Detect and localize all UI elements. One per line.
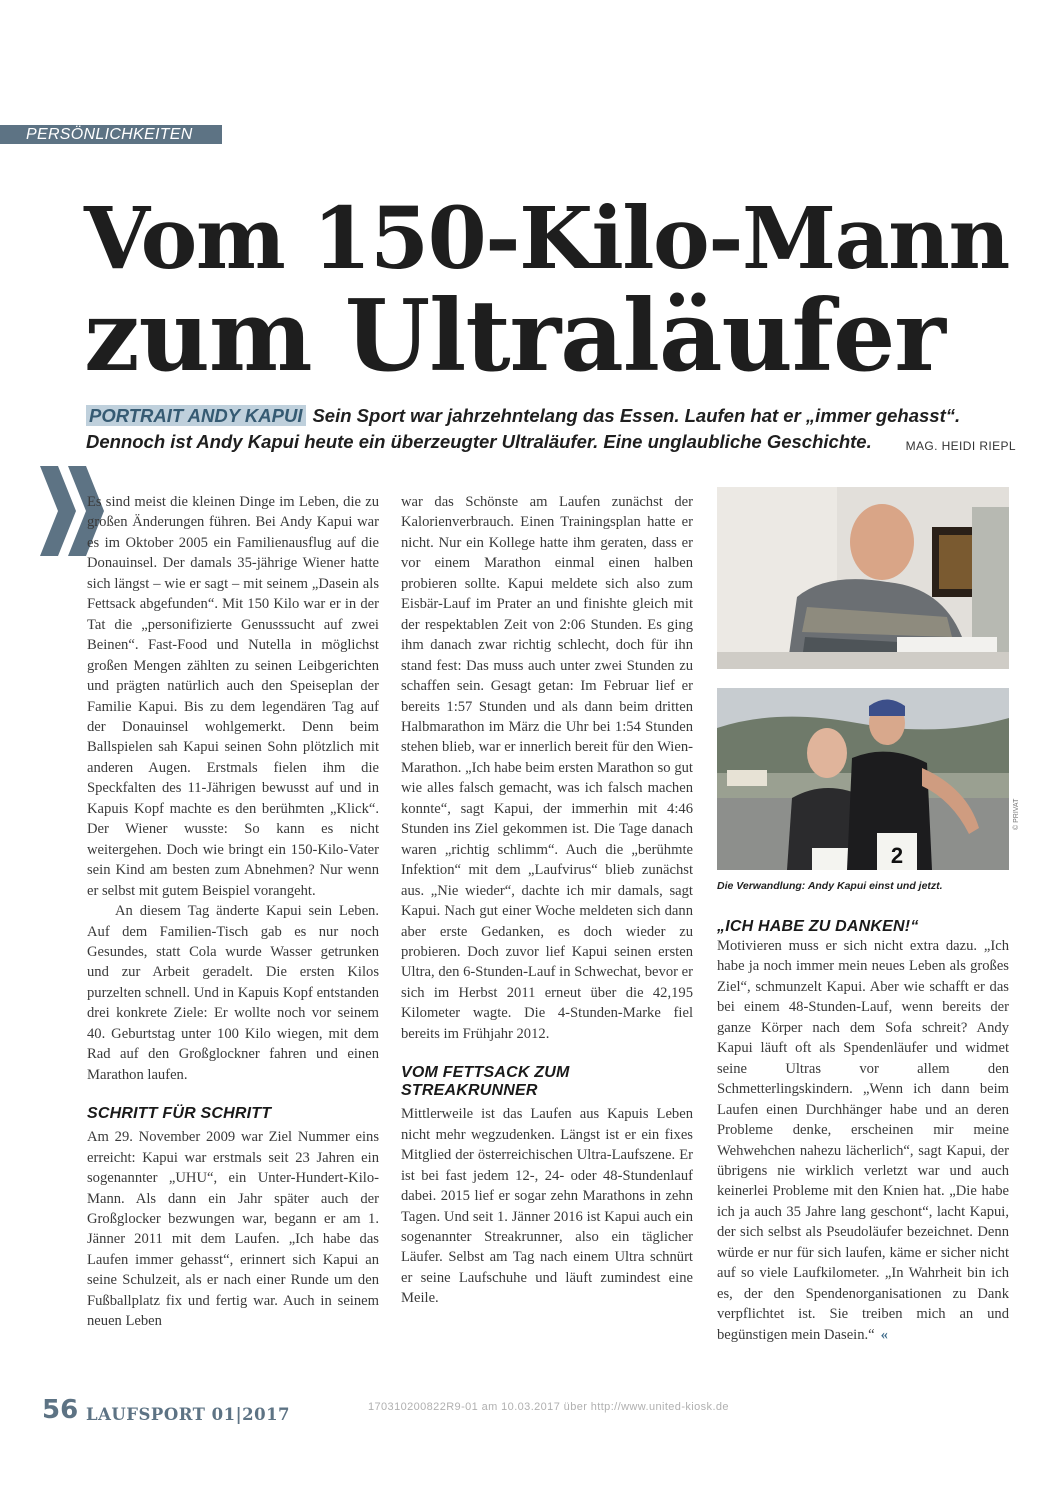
section-tag: PERSÖNLICHKEITEN — [0, 125, 222, 144]
author-byline: MAG. HEIDI RIEPL — [905, 439, 1016, 453]
page-number: 56 — [42, 1395, 79, 1425]
portrait-tag: PORTRAIT ANDY KAPUI — [86, 405, 306, 426]
headline-line-1: Vom 150-Kilo-Mann — [84, 189, 1009, 289]
column-2 — [401, 492, 693, 1309]
magazine-issue: LAUFSPORT 01|2017 — [86, 1405, 291, 1424]
lead-paragraph — [86, 403, 1016, 459]
photo-credit: © PRIVAT — [1013, 798, 1020, 830]
paragraph: An diesem Tag änderte Kapui sein Leben. Auf dem Familien-Tisch gab es nur noch Gesundes, statt Cola wurde Wasser getrunken und zur Arbeit geradelt. Die ersten Kilos purzelten schnell. Und in Kapuis Kopf entstanden drei konkrete Ziele: Er wollte noch vor seinem 40. Geburtstag unter 100 Kilo wiegen, mit dem Rad auf den Großglockner fahren und einen Marathon laufen. — [87, 903, 379, 1083]
paragraph: Mittlerweile ist das Laufen aus Kapuis Leben nicht mehr wegzudenken. Längst ist er ein fixes Mitglied der österreichischen Ultra-Laufszene. Er ist bei fast jedem 12-, 24- oder 48-Stundenlauf dabei. 2015 lief er sogar zehn Marathons in zehn Tagen. Und seit 1. Jänner 2016 ist Kapui auch ein sogenannter Streakrunner, also ein täglicher Läufer. Selbst am Tag nach einem Ultra schnürt er seine Laufschuhe und läuft zumindest eine Meile. — [401, 1106, 693, 1307]
headline-line-2: zum Ultraläufer — [84, 279, 945, 394]
subheading-schritt: SCHRITT FÜR SCHRITT — [87, 1105, 272, 1123]
paragraph: Am 29. November 2009 war Ziel Nummer eins erreicht: Kapui war erstmals seit 23 Jahren ein sogenannter „UHU“, ein Unter-Hundert-Kilo-Mann. Als dann ein Jahr später auch der Großglocker bezwungen war, begann er am 1. Jänner 2011 mit dem Laufen. „Ich habe das Laufen immer gehasst“, erinnert sich Kapui an seine Schulzeit, als er nach einer Runde um den Fußballplatz fix und fertig war. Auch in seinem neuen Leben — [87, 1129, 379, 1330]
bib-number: 2 — [890, 843, 904, 868]
photo-before-image — [717, 487, 1009, 669]
watermark: 170310200822R9-01 am 10.03.2017 über http://www.united-kiosk.de — [368, 1401, 729, 1413]
paragraph — [717, 936, 1009, 1345]
photo-after — [717, 688, 1009, 870]
photo-after-image — [717, 688, 1009, 870]
column-3 — [717, 936, 1009, 1345]
paragraph-text: Motivieren muss er sich nicht extra dazu. „Ich habe ja noch immer mein neues Leben als großes Ziel“, schmunzelt Kapui. Aber wie schafft er das bei einem 48-Stunden-Lauf, wenn bereits der ganze Körper nach dem Sofa schreit? Andy Kapui läuft oft als Spendenläufer und widmet seine Ultras vor allem den Schmetterlingskindern. „Wenn ich dann beim Laufen einen Durchhänger habe und an deren Probleme denke, erscheinen mir meine Wehwehchen nahezu lächerlich“, sagt Kapui, der übrigens nie wirklich verletzt war und auch keinerlei Probleme mit den Knien hat. „Die habe ich ja auch 35 Jahre lang geschont“, lacht Kapui, der sich selbst als Pseudoläufer bezeichnet. Denn würde er nur für sich laufen, käme er sicher nicht auf so viele Laufkilometer. „In Wahrheit bin ich es, der den Spendenorganisationen zu Dank verpflichtet ist. Sie treiben mich an und begünstigen mein Dasein.“ — [717, 938, 1009, 1343]
photo-caption: Die Verwandlung: Andy Kapui einst und jetzt. — [717, 880, 943, 892]
end-mark-icon: « — [880, 1326, 888, 1343]
subheading-fettsack: VOM FETTSACK ZUM STREAKRUNNER — [401, 1064, 570, 1100]
column-1 — [87, 492, 379, 1332]
subheading-danken: „ICH HABE ZU DANKEN!“ — [717, 918, 919, 935]
photo-before — [717, 487, 1009, 669]
lead-text: Sein Sport war jahrzehntelang das Essen. Laufen hat er „immer gehasst“. Dennoch ist Andy Kapui heute ein überzeugter Ultraläufer. Eine unglaubliche Geschichte. — [86, 405, 961, 452]
paragraph: war das Schönste am Laufen zunächst der Kalorienverbrauch. Einen Trainingsplan hatte er nicht. Nur ein Kollege hatte ihm geraten, dass er vor einem Marathon einmal einen halben probieren sollte. Kapui meldete sich also zum Eisbär-Lauf im Prater an und finishte gleich mit der respektablen Zeit von 2:06 Stunden. Es ging ihm danach zwar richtig schlecht, doch für ihn stand fest: Das muss auch unter zwei Stunden zu schaffen sein. Gesagt getan: Im Februar lief er bereits 1:57 Stunden und als dann beim dritten Halbmarathon im März die Uhr bei 1:54 Stunden stehen blieb, war er innerlich bereit für den Wien-Marathon. „Ich habe beim ersten Marathon so gut wie alles falsch gemacht, was ich falsch machen konnte“, sagt Kapui, der immerhin mit 4:46 Stunden ins Ziel gekommen ist. Die Tage danach waren „richtig schlimm“. Auch die „berühmte Infektion“ mit dem „Laufvirus“ blieb zunächst aus. „Nie wieder“, dachte ich mir damals, sagt Kapui. Nach gut einer Woche meldeten sich dann aber erste Gedanken, es doch wieder zu probieren. Doch zuvor lief Kapui seinen ersten Ultra, den 6-Stunden-Lauf in Schwechat, bevor er sich im Herbst 2011 erneut über die 42,195 Kilometer wagte. Die 4-Stunden-Marke fiel bereits im Frühjahr 2012. — [401, 494, 693, 1042]
paragraph: Es sind meist die kleinen Dinge im Leben, die zu großen Änderungen führen. Bei Andy Kapui war es im Oktober 2005 ein Familienausflug auf die Donauinsel. Der damals 35-jährige Wiener hatte sich längst – wie er sagt – mit seinem „Dasein als Fettsack abgefunden“. Mit 150 Kilo war er in der Tat die „personifizierte Genusssucht auf zwei Beinen“. Fast-Food und Nutella in möglichst großen Mengen zählten zu seinen Leibgerichten und prägten natürlich auch den Speiseplan der Familie Kapui. Bis zu dem legendären Tag auf der Donauinsel wohlgemerkt. Denn beim Ballspielen sah Kapui seinen Sohn plötzlich mit anderen Augen. Erstmals fielen ihm die Speckfalten des 11-Jährigen bewusst auf und in Kapuis Kopf machte es den berühmten „Klick“. Der Wiener wusste: So kann es nicht weitergehen. Doch wie bringt ein 150-Kilo-Vater sein Kind am besten zum Abnehmen? Nur wenn er selbst mit gutem Beispiel vorangeht. — [87, 494, 379, 899]
